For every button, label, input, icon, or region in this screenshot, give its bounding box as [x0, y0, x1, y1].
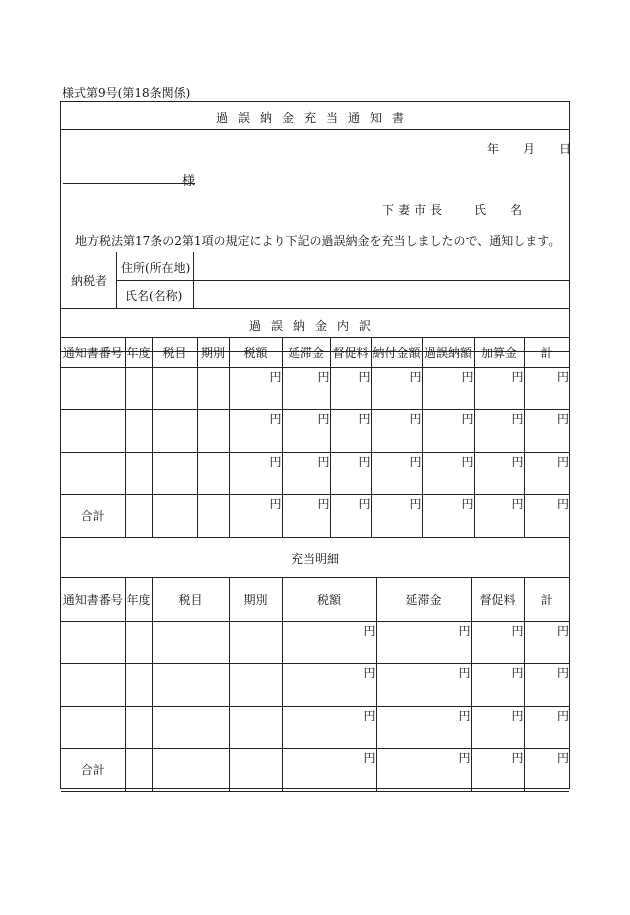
appropriation-amount-cell[interactable]: 円	[524, 749, 569, 792]
date-year: 年	[487, 142, 500, 156]
appropriation-amount-cell[interactable]: 円	[376, 706, 471, 749]
appropriation-cell[interactable]	[152, 706, 229, 749]
notice-form	[60, 101, 570, 789]
appropriation-cell[interactable]	[125, 706, 152, 749]
appropriation-row	[61, 621, 569, 664]
appropriation-row	[61, 664, 569, 707]
overpayment-amount-cell[interactable]: 円	[282, 495, 330, 538]
overpayment-header-5: 延滞金	[282, 338, 330, 367]
appropriation-cell[interactable]	[125, 749, 152, 792]
sender-title: 下妻市長	[382, 203, 447, 217]
overpayment-title: 過誤納金内訳	[248, 319, 381, 333]
overpayment-amount-cell[interactable]: 円	[371, 495, 422, 538]
overpayment-title-row	[61, 309, 569, 338]
appropriation-cell[interactable]	[125, 621, 152, 664]
appropriation-cell[interactable]	[229, 749, 282, 792]
appropriation-header-7: 計	[524, 578, 569, 621]
appropriation-cell[interactable]	[125, 664, 152, 707]
overpayment-cell[interactable]	[152, 367, 197, 410]
overpayment-header-2: 税目	[152, 338, 197, 367]
appropriation-amount-cell[interactable]: 円	[376, 749, 471, 792]
appropriation-table	[61, 578, 569, 792]
appropriation-header-2: 税目	[152, 578, 229, 621]
overpayment-amount-cell[interactable]: 円	[371, 410, 422, 453]
date-day: 日	[559, 142, 572, 156]
notice-title: 過誤納金充当通知書	[215, 111, 414, 125]
appropriation-cell[interactable]	[229, 621, 282, 664]
overpayment-row	[61, 367, 569, 410]
taxpayer-row-divider	[116, 280, 569, 281]
overpayment-header-9: 加算金	[474, 338, 524, 367]
overpayment-cell[interactable]	[125, 495, 152, 538]
overpayment-amount-cell[interactable]: 円	[474, 367, 524, 410]
overpayment-header-7: 納付金額	[371, 338, 422, 367]
overpayment-amount-cell[interactable]: 円	[330, 495, 371, 538]
overpayment-amount-cell[interactable]: 円	[330, 452, 371, 495]
appropriation-header-5: 延滞金	[376, 578, 471, 621]
overpayment-row	[61, 410, 569, 453]
overpayment-amount-cell[interactable]: 円	[422, 410, 474, 453]
overpayment-total-row	[61, 495, 569, 538]
appropriation-amount-cell[interactable]: 円	[471, 706, 524, 749]
overpayment-amount-cell[interactable]: 円	[524, 495, 569, 538]
overpayment-amount-cell[interactable]: 円	[474, 452, 524, 495]
appropriation-amount-cell[interactable]: 円	[471, 621, 524, 664]
taxpayer-address-field[interactable]	[195, 254, 567, 278]
appropriation-header-0: 通知書番号	[61, 578, 125, 621]
body-text: 地方税法第17条の2第1項の規定により下記の過誤納金を充当しましたので、通知します。	[75, 234, 561, 248]
overpayment-amount-cell[interactable]: 円	[422, 452, 474, 495]
addressee-suffix: 様	[182, 174, 196, 189]
overpayment-total-label: 合計	[61, 495, 125, 538]
overpayment-cell[interactable]	[61, 410, 125, 453]
overpayment-row	[61, 452, 569, 495]
appropriation-header-1: 年度	[125, 578, 152, 621]
taxpayer-name-label: 氏名(名称)	[125, 289, 183, 303]
appropriation-amount-cell[interactable]: 円	[471, 664, 524, 707]
overpayment-header-4: 税額	[229, 338, 282, 367]
overpayment-header-10: 計	[524, 338, 569, 367]
overpayment-cell[interactable]	[197, 495, 229, 538]
overpayment-header-0: 通知書番号	[61, 338, 125, 367]
taxpayer-block	[61, 252, 569, 309]
appropriation-amount-cell[interactable]: 円	[376, 621, 471, 664]
overpayment-header-1: 年度	[125, 338, 152, 367]
overpayment-cell[interactable]	[61, 367, 125, 410]
appropriation-amount-cell[interactable]: 円	[282, 621, 376, 664]
appropriation-amount-cell[interactable]: 円	[282, 664, 376, 707]
overpayment-cell[interactable]	[152, 452, 197, 495]
appropriation-header-6: 督促料	[471, 578, 524, 621]
overpayment-amount-cell[interactable]: 円	[422, 367, 474, 410]
appropriation-amount-cell[interactable]: 円	[524, 706, 569, 749]
overpayment-amount-cell[interactable]: 円	[474, 495, 524, 538]
appropriation-title-row	[61, 536, 569, 578]
overpayment-amount-cell[interactable]: 円	[282, 410, 330, 453]
overpayment-table	[61, 338, 569, 538]
notice-title-row	[61, 102, 569, 130]
overpayment-header-8: 過誤納額	[422, 338, 474, 367]
overpayment-amount-cell[interactable]: 円	[229, 452, 282, 495]
appropriation-amount-cell[interactable]: 円	[282, 749, 376, 792]
overpayment-amount-cell[interactable]: 円	[282, 452, 330, 495]
addressee-line[interactable]	[63, 183, 195, 184]
overpayment-amount-cell[interactable]: 円	[282, 367, 330, 410]
taxpayer-address-label: 住所(所在地)	[121, 261, 191, 275]
overpayment-amount-cell[interactable]: 円	[371, 452, 422, 495]
overpayment-header-row	[61, 338, 569, 367]
overpayment-amount-cell[interactable]: 円	[524, 410, 569, 453]
overpayment-amount-cell[interactable]: 円	[474, 410, 524, 453]
appropriation-cell[interactable]	[61, 706, 125, 749]
overpayment-amount-cell[interactable]: 円	[330, 410, 371, 453]
appropriation-cell[interactable]	[229, 664, 282, 707]
appropriation-title: 充当明細	[290, 552, 339, 566]
overpayment-cell[interactable]	[125, 367, 152, 410]
appropriation-cell[interactable]	[152, 664, 229, 707]
form-label: 様式第9号(第18条関係)	[62, 86, 191, 100]
sender-name-label: 氏 名	[474, 203, 523, 217]
taxpayer-name-field[interactable]	[195, 282, 567, 306]
appropriation-total-label: 合計	[61, 749, 125, 792]
appropriation-cell[interactable]	[152, 749, 229, 792]
overpayment-amount-cell[interactable]: 円	[229, 495, 282, 538]
overpayment-cell[interactable]	[152, 495, 197, 538]
overpayment-amount-cell[interactable]: 円	[524, 452, 569, 495]
overpayment-amount-cell[interactable]: 円	[330, 367, 371, 410]
appropriation-header-3: 期別	[229, 578, 282, 621]
appropriation-total-row	[61, 749, 569, 792]
overpayment-header-3: 期別	[197, 338, 229, 367]
overpayment-cell[interactable]	[197, 452, 229, 495]
appropriation-header-row	[61, 578, 569, 621]
appropriation-cell[interactable]	[61, 621, 125, 664]
appropriation-header-4: 税額	[282, 578, 376, 621]
appropriation-cell[interactable]	[229, 706, 282, 749]
appropriation-amount-cell[interactable]: 円	[524, 664, 569, 707]
overpayment-amount-cell[interactable]: 円	[229, 367, 282, 410]
appropriation-amount-cell[interactable]: 円	[282, 706, 376, 749]
overpayment-amount-cell[interactable]: 円	[229, 410, 282, 453]
overpayment-cell[interactable]	[197, 367, 229, 410]
overpayment-cell[interactable]	[152, 410, 197, 453]
appropriation-cell[interactable]	[152, 621, 229, 664]
taxpayer-label: 納税者	[71, 274, 108, 288]
appropriation-cell[interactable]	[61, 664, 125, 707]
overpayment-cell[interactable]	[125, 452, 152, 495]
overpayment-amount-cell[interactable]: 円	[422, 495, 474, 538]
overpayment-cell[interactable]	[125, 410, 152, 453]
appropriation-amount-cell[interactable]: 円	[376, 664, 471, 707]
appropriation-amount-cell[interactable]: 円	[524, 621, 569, 664]
overpayment-amount-cell[interactable]: 円	[371, 367, 422, 410]
appropriation-row	[61, 706, 569, 749]
overpayment-cell[interactable]	[61, 452, 125, 495]
overpayment-header-6: 督促料	[330, 338, 371, 367]
overpayment-cell[interactable]	[197, 410, 229, 453]
overpayment-amount-cell[interactable]: 円	[524, 367, 569, 410]
appropriation-amount-cell[interactable]: 円	[471, 749, 524, 792]
date-month: 月	[523, 142, 536, 156]
